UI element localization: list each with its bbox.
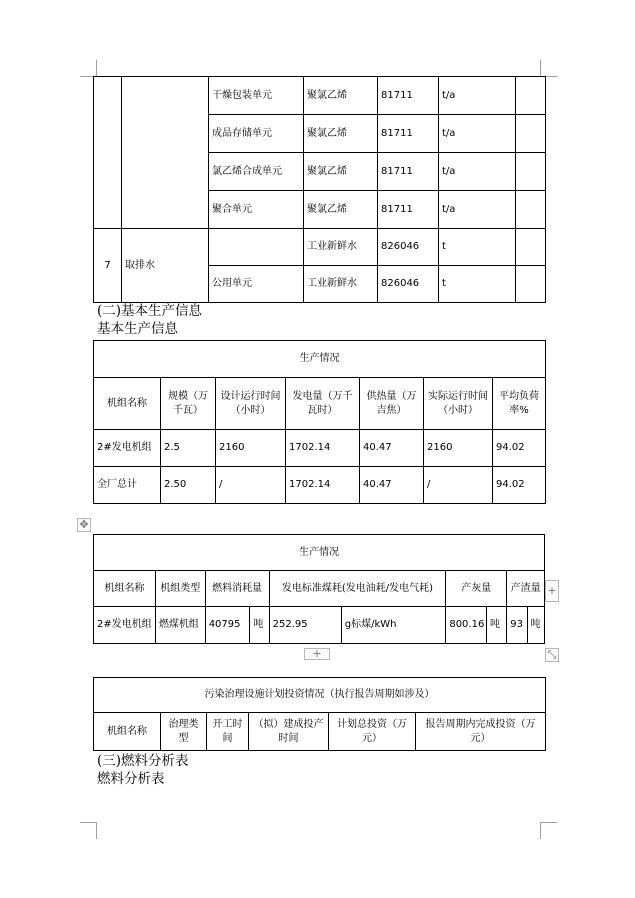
column-header: 设计运行时间（小时）	[216, 378, 286, 430]
table-cell: 252.95	[269, 607, 341, 644]
column-header: 发电标准煤耗(发电油耗/发电气耗)	[269, 571, 446, 607]
table-title-row	[94, 678, 546, 713]
product-cell: 工业新鲜水	[304, 229, 378, 266]
table-header-row	[94, 571, 545, 607]
measure-cell: t/a	[439, 77, 516, 115]
table-cell: 93	[507, 607, 527, 644]
column-header: 平均负荷率%	[493, 378, 546, 430]
empty-cell	[516, 115, 546, 153]
empty-cell	[94, 77, 122, 229]
empty-cell	[516, 153, 546, 191]
column-header: 发电量（万千瓦时）	[286, 378, 360, 430]
table-row	[94, 77, 546, 115]
discharge-unit-table	[93, 76, 546, 303]
section-heading: (二)基本生产信息	[97, 303, 203, 319]
unit-cell: 聚合单元	[209, 191, 304, 229]
empty-cell	[516, 266, 546, 303]
table-cell: 2#发电机组	[94, 430, 161, 467]
table-cell: 1702.14	[286, 467, 360, 504]
product-cell: 聚氯乙烯	[304, 153, 378, 191]
product-cell: 聚氯乙烯	[304, 191, 378, 229]
table-title: 生产情况	[94, 341, 546, 378]
column-header: 报告周期内完成投资（万元）	[416, 713, 546, 751]
section-heading: (三)燃料分析表	[97, 753, 189, 769]
column-header: 产渣量	[507, 571, 545, 607]
column-header: 计划总投资（万元）	[329, 713, 416, 751]
item-name-cell: 取排水	[122, 229, 209, 303]
table-row	[94, 229, 546, 266]
empty-cell	[516, 77, 546, 115]
table-cell: 2160	[424, 430, 493, 467]
table-cell: 800.16	[446, 607, 487, 644]
value-cell: 826046	[378, 266, 439, 303]
table-cell: 2.50	[161, 467, 216, 504]
column-header: （拟）建成投产时间	[249, 713, 329, 751]
add-column-button[interactable]: +	[545, 580, 559, 602]
add-row-button[interactable]: +	[304, 648, 330, 660]
value-cell: 81711	[378, 77, 439, 115]
production-info-table	[93, 340, 546, 504]
value-cell: 826046	[378, 229, 439, 266]
table-cell: 吨	[250, 607, 269, 644]
value-cell: 81711	[378, 153, 439, 191]
table-cell: g标煤/kWh	[341, 607, 446, 644]
measure-cell: t	[439, 266, 516, 303]
table-cell: 全厂总计	[94, 467, 161, 504]
table-row	[94, 607, 545, 644]
column-header: 燃料消耗量	[205, 571, 269, 607]
unit-cell: 氯乙烯合成单元	[209, 153, 304, 191]
column-header: 机组名称	[94, 571, 156, 607]
table-cell: 2160	[216, 430, 286, 467]
page-corner-mark	[80, 822, 97, 839]
table-title-row	[94, 341, 546, 378]
empty-cell	[516, 191, 546, 229]
unit-cell: 公用单元	[209, 266, 304, 303]
page-corner-mark	[540, 822, 557, 839]
column-header: 实际运行时间（小时）	[424, 378, 493, 430]
measure-cell: t/a	[439, 115, 516, 153]
column-header: 治理类型	[161, 713, 207, 751]
table-cell: 40.47	[360, 430, 424, 467]
table-title-row	[94, 535, 545, 571]
table-move-handle[interactable]: ✥	[77, 518, 91, 532]
value-cell: 81711	[378, 191, 439, 229]
table-cell: 94.02	[493, 467, 546, 504]
table-title: 生产情况	[94, 535, 545, 571]
product-cell: 聚氯乙烯	[304, 77, 378, 115]
table-cell: 94.02	[493, 430, 546, 467]
table-header-row	[94, 378, 546, 430]
table-cell: 1702.14	[286, 430, 360, 467]
table-cell: 燃煤机组	[155, 607, 205, 644]
section-subheading: 燃料分析表	[97, 771, 165, 787]
pollution-investment-table	[93, 677, 546, 751]
table-header-row	[94, 713, 546, 751]
table-row	[94, 430, 546, 467]
measure-cell: t/a	[439, 153, 516, 191]
empty-cell	[516, 229, 546, 266]
page-corner-mark	[540, 60, 557, 77]
column-header: 规模（万千瓦）	[161, 378, 216, 430]
table-cell: 吨	[486, 607, 506, 644]
value-cell: 81711	[378, 115, 439, 153]
table-resize-handle[interactable]: ⤡	[545, 648, 559, 662]
table-row	[94, 467, 546, 504]
column-header: 机组名称	[94, 378, 161, 430]
empty-cell	[122, 77, 209, 229]
product-cell: 聚氯乙烯	[304, 115, 378, 153]
table-cell: 40795	[205, 607, 250, 644]
column-header: 产灰量	[446, 571, 507, 607]
table-cell: 2.5	[161, 430, 216, 467]
unit-cell: 干燥包装单元	[209, 77, 304, 115]
measure-cell: t/a	[439, 191, 516, 229]
table-cell: /	[424, 467, 493, 504]
table-cell: 吨	[527, 607, 544, 644]
column-header: 机组类型	[155, 571, 205, 607]
table-title: 污染治理设施计划投资情况（执行报告周期如涉及）	[94, 678, 546, 713]
table-cell: /	[216, 467, 286, 504]
table-cell: 2#发电机组	[94, 607, 156, 644]
unit-cell: 成品存储单元	[209, 115, 304, 153]
page-corner-mark	[80, 60, 97, 77]
item-index-cell: 7	[94, 229, 122, 303]
unit-cell	[209, 229, 304, 266]
production-consumption-table	[93, 534, 545, 644]
column-header: 机组名称	[94, 713, 161, 751]
section-subheading: 基本生产信息	[97, 321, 178, 337]
measure-cell: t	[439, 229, 516, 266]
product-cell: 工业新鲜水	[304, 266, 378, 303]
table-cell: 40.47	[360, 467, 424, 504]
column-header: 供热量（万吉焦）	[360, 378, 424, 430]
column-header: 开工时间	[207, 713, 249, 751]
